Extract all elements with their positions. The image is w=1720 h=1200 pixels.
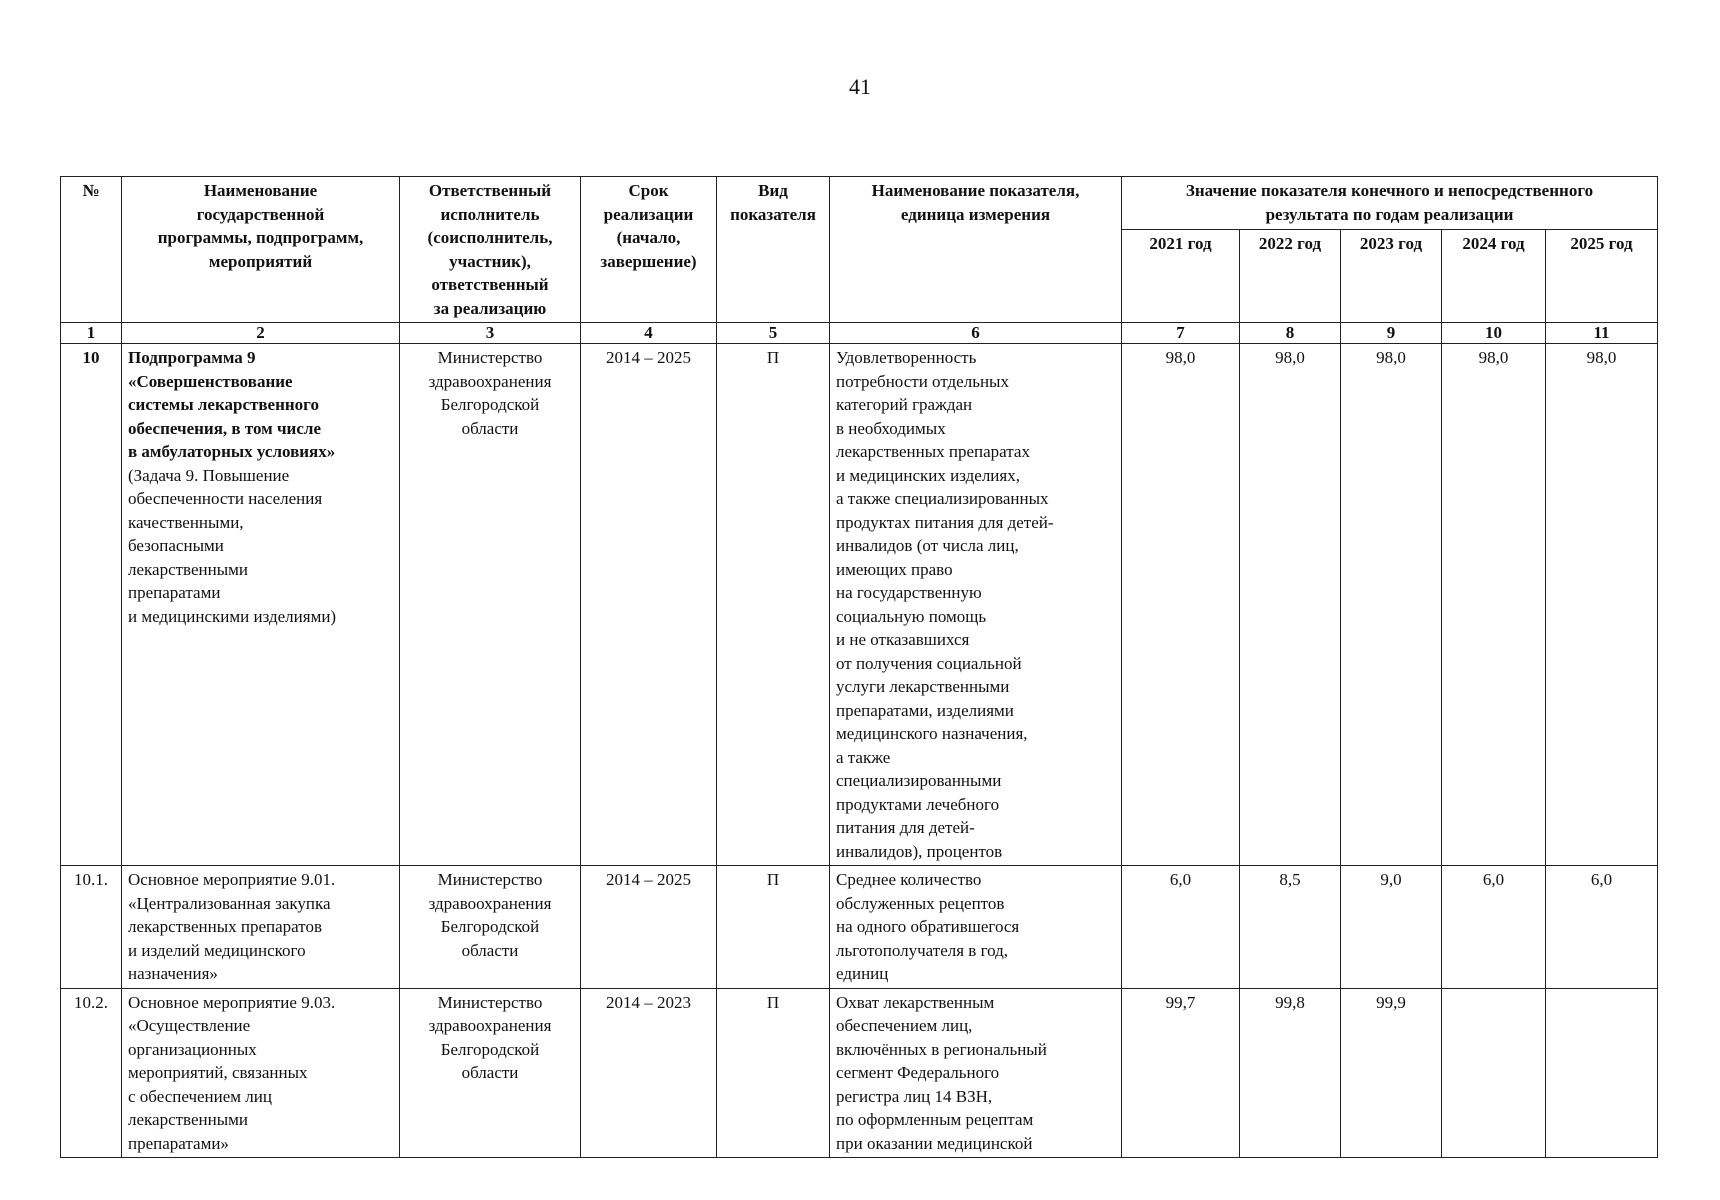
- header-year-2022: 2022 год: [1240, 229, 1341, 322]
- text-line: сегмент Федерального: [836, 1063, 1000, 1082]
- text-line: препаратами: [128, 583, 221, 602]
- text-line: качественными,: [128, 512, 244, 532]
- column-number: 8: [1240, 323, 1341, 344]
- program-name-bold: [128, 346, 393, 464]
- text-line: реализации: [603, 204, 694, 224]
- text-line: Белгородской: [440, 917, 540, 936]
- text-line: и медицинских изделиях,: [836, 465, 1020, 485]
- indicator-name: [830, 866, 1122, 989]
- value-2024: 98,0: [1442, 344, 1546, 866]
- text-line: питания для детей-: [836, 818, 975, 837]
- text-line: лекарственных препаратах: [836, 442, 1030, 461]
- responsible-executor: [400, 988, 581, 1158]
- text-line: Белгородской: [440, 1039, 540, 1059]
- value-2021: 6,0: [1122, 866, 1240, 989]
- program-name: [122, 344, 400, 866]
- text-line: и не отказавшихся: [836, 630, 970, 649]
- text-line: здравоохранения: [428, 371, 552, 391]
- text-line: области: [461, 1063, 519, 1082]
- column-number: 1: [61, 323, 122, 344]
- table-row: [61, 988, 1658, 1158]
- text-line: инвалидов (от числа лиц,: [836, 536, 1019, 555]
- responsible-executor: [400, 344, 581, 866]
- text-line: регистра лиц 14 ВЗН,: [836, 1086, 993, 1106]
- text-line: ответственный: [431, 275, 549, 294]
- text-line: Министерство: [437, 348, 543, 367]
- text-line: продуктами лечебного: [836, 794, 1000, 814]
- text-line: лекарственными: [128, 1110, 248, 1129]
- implementation-term: 2014 – 2025: [581, 866, 717, 989]
- text-line: в амбулаторных условиях»: [128, 442, 336, 461]
- text-line: на одного обратившегося: [836, 917, 1020, 936]
- text-line: при оказании медицинской: [836, 1133, 1033, 1153]
- text-line: исполнитель: [440, 204, 540, 224]
- text-line: с обеспечением лиц: [128, 1086, 272, 1106]
- text-line: участник),: [449, 251, 531, 271]
- text-line: Срок: [628, 181, 669, 200]
- text-line: мероприятий: [208, 251, 313, 271]
- header-name: [122, 177, 400, 323]
- text-line: завершение): [600, 251, 697, 271]
- value-2025: [1546, 988, 1658, 1158]
- text-line: на государственную: [836, 583, 982, 602]
- indicator-name: [830, 344, 1122, 866]
- text-line: в необходимых: [836, 418, 946, 438]
- text-line: организационных: [128, 1039, 257, 1059]
- text-line: государственной: [196, 204, 325, 224]
- text-line: за реализацию: [433, 298, 547, 318]
- text-line: мероприятий, связанных: [128, 1063, 308, 1082]
- text-line: единица измерения: [900, 204, 1051, 224]
- text-line: Вид: [758, 181, 788, 200]
- text-line: имеющих право: [836, 559, 953, 579]
- text-line: назначения»: [128, 964, 218, 983]
- value-2025: 6,0: [1546, 866, 1658, 989]
- text-line: системы лекарственного: [128, 395, 319, 414]
- header-indicator: [830, 177, 1122, 323]
- indicator-type: П: [717, 988, 830, 1158]
- value-2022: 99,8: [1240, 988, 1341, 1158]
- column-number: 2: [122, 323, 400, 344]
- text-line: от получения социальной: [836, 653, 1022, 673]
- column-numbers-row: [61, 323, 1658, 344]
- header-year-2025: 2025 год: [1546, 229, 1658, 322]
- column-number: 7: [1122, 323, 1240, 344]
- text-line: препаратами, изделиями: [836, 700, 1014, 720]
- column-number: 10: [1442, 323, 1546, 344]
- text-line: включённых в региональный: [836, 1039, 1047, 1059]
- implementation-term: 2014 – 2023: [581, 988, 717, 1158]
- column-number: 3: [400, 323, 581, 344]
- text-line: льготополучателя в год,: [836, 940, 1009, 960]
- header-responsible: [400, 177, 581, 323]
- column-number: 4: [581, 323, 717, 344]
- text-line: медицинского назначения,: [836, 724, 1028, 743]
- text-line: (соисполнитель,: [427, 228, 553, 247]
- text-line: Среднее количество: [836, 870, 982, 889]
- text-line: продуктах питания для детей-: [836, 512, 1054, 532]
- text-line: обеспечения, в том числе: [128, 418, 321, 438]
- text-line: Охват лекарственным: [836, 992, 995, 1012]
- text-line: и медицинскими изделиями): [128, 606, 337, 626]
- column-number: 6: [830, 323, 1122, 344]
- responsible-executor: [400, 866, 581, 989]
- indicator-type: П: [717, 344, 830, 866]
- text-line: по оформленным рецептам: [836, 1110, 1034, 1129]
- text-line: Наименование: [203, 181, 318, 200]
- text-line: «Осуществление: [128, 1016, 251, 1035]
- text-line: Подпрограмма 9: [128, 348, 256, 367]
- header-term: [581, 177, 717, 323]
- value-2024: [1442, 988, 1546, 1158]
- text-line: области: [461, 940, 519, 960]
- text-line: обеспеченности населения: [128, 489, 323, 508]
- program-name: [122, 866, 400, 989]
- column-number: 11: [1546, 323, 1658, 344]
- row-number: 10.1.: [61, 866, 122, 989]
- header-year-2021: 2021 год: [1122, 229, 1240, 322]
- value-2024: 6,0: [1442, 866, 1546, 989]
- text-line: Наименование показателя,: [871, 181, 1080, 200]
- value-2022: 8,5: [1240, 866, 1341, 989]
- value-2022: 98,0: [1240, 344, 1341, 866]
- indicator-name: [830, 988, 1122, 1158]
- text-line: Министерство: [437, 992, 543, 1012]
- text-line: Основное мероприятие 9.03.: [128, 992, 336, 1012]
- text-line: «Централизованная закупка: [128, 893, 331, 913]
- value-2025: 98,0: [1546, 344, 1658, 866]
- text-line: Удовлетворенность: [836, 348, 977, 367]
- value-2021: 99,7: [1122, 988, 1240, 1158]
- row-number: 10: [61, 344, 122, 866]
- text-line: Ответственный: [428, 181, 552, 200]
- text-line: «Совершенствование: [128, 371, 293, 391]
- text-line: показателя: [730, 204, 816, 224]
- value-2021: 98,0: [1122, 344, 1240, 866]
- header-year-2024: 2024 год: [1442, 229, 1546, 322]
- text-line: (начало,: [616, 228, 681, 247]
- text-line: безопасными: [128, 536, 224, 555]
- text-line: области: [461, 418, 519, 438]
- value-2023: 99,9: [1341, 988, 1442, 1158]
- program-name-task: [128, 464, 393, 629]
- text-line: единиц: [836, 964, 889, 983]
- text-line: а также: [836, 747, 891, 767]
- text-line: здравоохранения: [428, 1016, 552, 1035]
- header-values-group: [1122, 177, 1658, 230]
- text-line: специализированными: [836, 771, 1002, 790]
- row-number: 10.2.: [61, 988, 122, 1158]
- text-line: лекарственными: [128, 559, 248, 579]
- text-line: лекарственных препаратов: [128, 917, 323, 936]
- program-name: [122, 988, 400, 1158]
- indicators-table: [60, 176, 1658, 1158]
- column-number: 9: [1341, 323, 1442, 344]
- text-line: препаратами»: [128, 1133, 229, 1153]
- table-row: [61, 866, 1658, 989]
- text-line: а также специализированных: [836, 489, 1049, 508]
- value-2023: 98,0: [1341, 344, 1442, 866]
- text-line: потребности отдельных: [836, 371, 1009, 391]
- text-line: Значение показателя конечного и непосредственного: [1185, 181, 1594, 200]
- indicator-type: П: [717, 866, 830, 989]
- text-line: Белгородской: [440, 395, 540, 414]
- header-no: №: [61, 177, 122, 323]
- header-type: [717, 177, 830, 323]
- text-line: социальную помощь: [836, 606, 987, 626]
- text-line: категорий граждан: [836, 395, 973, 414]
- text-line: обеспечением лиц,: [836, 1016, 973, 1035]
- text-line: результата по годам реализации: [1265, 204, 1514, 224]
- text-line: и изделий медицинского: [128, 940, 306, 960]
- header-year-2023: 2023 год: [1341, 229, 1442, 322]
- text-line: услуги лекарственными: [836, 677, 1010, 696]
- text-line: программы, подпрограмм,: [157, 228, 364, 247]
- text-line: Основное мероприятие 9.01.: [128, 870, 336, 889]
- implementation-term: 2014 – 2025: [581, 344, 717, 866]
- value-2023: 9,0: [1341, 866, 1442, 989]
- text-line: инвалидов), процентов: [836, 841, 1003, 861]
- column-number: 5: [717, 323, 830, 344]
- text-line: Министерство: [437, 870, 543, 889]
- text-line: (Задача 9. Повышение: [128, 465, 290, 485]
- text-line: здравоохранения: [428, 893, 552, 913]
- page-number: 41: [849, 74, 871, 99]
- table-row: [61, 344, 1658, 866]
- text-line: обслуженных рецептов: [836, 893, 1005, 913]
